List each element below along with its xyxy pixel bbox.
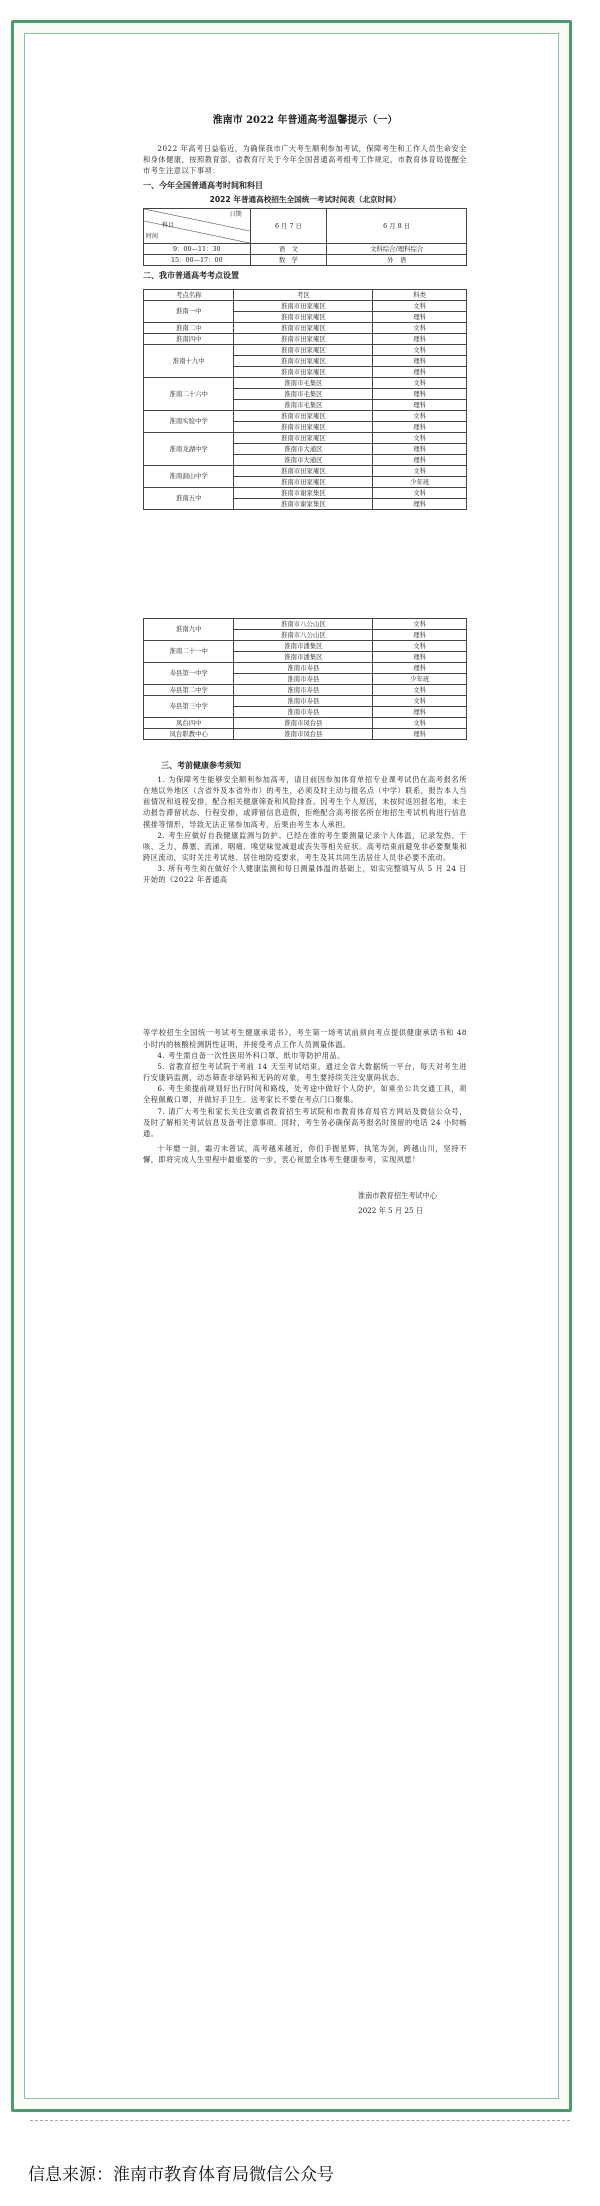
venue-district: 淮南市田家庵区 [234,333,373,344]
venue-district: 淮南市寿县 [234,662,373,673]
health-note-item: 5. 省教育招生考试院于考前 14 天至考试结束，通过全省大数据统一平台，每天对考生进行安康码监测，动态筛查非绿码和无码的对象，考生要持续关注安康码状态。 [143,1061,467,1083]
health-note-item: 7. 请广大考生和家长关注安徽省教育招生考试院和市教育体育局官方网站及微信公众号，及时了解相关考试信息及备考注意事项。同时，考生务必确保高考报名时预留的电话 24 小时畅通。 [143,1106,467,1138]
venue-category: 理科 [373,311,467,322]
venue-row [144,662,467,673]
closing-paragraph: 十年磨一剑，霜刃未曾试，高考越来越近，你们手握星辉，执笔为剑，跨越山川，坚持不懈，即将完成人生里程中最重要的一步，衷心祝愿全体考生健康参考，实现夙愿！ [143,1144,467,1165]
venue-name: 淮南二十一中 [144,640,234,662]
venue-row [144,410,467,421]
venue-name: 寿县第二中学 [144,684,234,695]
venue-name: 淮南实验中学 [144,410,234,432]
venue-name: 淮南洞山中学 [144,465,234,487]
diag-subject-label: 科目 [162,222,175,230]
intro-paragraph: 2022 年高考日益临近，为确保我市广大考生顺利参加考试，保障考生和工作人员生命安全和身体健康，按照教育部、省教育厅关于今年全国普通高考组考工作规定，市教育体育局提醒全市考生注意以下事项： [143,143,467,175]
venues-header-category: 科类 [373,289,467,300]
venue-category: 理科 [373,388,467,399]
schedule-header-corner [144,209,251,244]
schedule-time: 15：00—17：00 [144,255,251,266]
venue-category: 理科 [373,454,467,465]
venue-name: 淮南四中 [144,333,234,344]
venue-category: 文科 [373,487,467,498]
venue-district: 淮南市寿县 [234,706,373,717]
venue-district: 淮南市谢家集区 [234,487,373,498]
venue-name: 凤台四中 [144,717,234,728]
venue-category: 文科 [373,410,467,421]
source-value: 淮南市教育体育局微信公众号 [113,2165,334,2185]
venue-category: 文科 [373,465,467,476]
schedule-table [143,208,467,266]
health-notes-part-2 [143,1050,467,1139]
venue-category: 文科 [373,344,467,355]
venues-header-district: 考区 [234,289,373,300]
page-gap [143,885,467,1027]
venue-row [144,465,467,476]
venue-district: 淮南市毛集区 [234,399,373,410]
diag-date-label: 日期 [229,211,242,219]
venue-row [144,684,467,695]
venue-category: 少年班 [373,673,467,684]
health-note-item: 1. 为保障考生能够安全顺利参加高考，请目前因参加体育单招专业课考试仍在高考报名所在地以外地区（含省外及本省外市）的考生，必须及时主动与报名点（中学）联系，报告本人当前情况和返程安排，配合相关健康筛查和风险排查。因考生个人原因，未按时返回报名地，未主动报告滞留状态、行程安排，或滞留信息造假，拒绝配合高考报名所在地招生考试机构进行信息摸排等情形，导致无法正常参加高考，后果由考生本人承担。 [143,774,467,829]
venue-category: 理科 [373,706,467,717]
venue-category: 文科 [373,322,467,333]
venue-district: 淮南市寿县 [234,695,373,706]
health-note-item: 3. 所有考生须在做好个人健康监测和每日测量体温的基础上，如实完整填写从 5 月 24 日开始的《2022 年普通高 [143,864,467,885]
venue-category: 理科 [373,366,467,377]
venue-category: 理科 [373,651,467,662]
venues-header-name: 考点名称 [144,289,234,300]
venue-category: 文科 [373,717,467,728]
venue-district: 淮南市田家庵区 [234,366,373,377]
venue-district: 淮南市田家庵区 [234,410,373,421]
venue-district: 淮南市毛集区 [234,388,373,399]
venue-name: 淮南九中 [144,618,234,640]
page-title: 淮南市 2022 年普通高考温馨提示（一） [212,115,398,126]
divider [30,2120,570,2121]
health-note-item: 4. 考生需自备一次性医用外科口罩、纸巾等防护用品。 [157,1050,345,1060]
venue-district: 淮南市田家庵区 [234,465,373,476]
venue-name: 淮南五中 [144,487,234,509]
venues-table-part-1 [143,289,467,510]
venue-category: 少年班 [373,476,467,487]
venue-name: 凤台职教中心 [144,728,234,739]
diag-time-label: 时间 [146,233,159,241]
schedule-row [144,255,467,266]
venue-name: 寿县第一中学 [144,662,234,684]
venue-row [144,618,467,629]
venue-category: 理科 [373,333,467,344]
venue-district: 淮南市田家庵区 [234,300,373,311]
venue-district: 淮南市田家庵区 [234,344,373,355]
venue-district: 淮南市寿县 [234,673,373,684]
venues-table-part-2 [143,618,467,740]
venue-category: 文科 [373,695,467,706]
schedule-time: 9：00—11：30 [144,244,251,255]
venue-category: 文科 [373,684,467,695]
venue-category: 文科 [373,640,467,651]
venue-category: 理科 [373,629,467,640]
section-heading-2: 二、我市普通高考考点设置 [143,271,239,281]
signature-date: 2022 年 5 月 25 日 [358,1205,423,1215]
venue-row [144,333,467,344]
venue-row [144,300,467,311]
venue-name: 淮南十九中 [144,344,234,377]
venue-district: 淮南市寿县 [234,684,373,695]
venue-row [144,728,467,739]
venue-category: 理科 [373,498,467,509]
venue-district: 淮南市大通区 [234,443,373,454]
schedule-date-1: 6 月 7 日 [250,209,327,244]
venue-category: 文科 [373,300,467,311]
page-gap [143,510,467,618]
venue-row [144,695,467,706]
venue-row [144,377,467,388]
venue-name: 淮南二十六中 [144,377,234,410]
venue-district: 淮南市八公山区 [234,629,373,640]
schedule-row [144,244,467,255]
venue-district: 淮南市八公山区 [234,618,373,629]
source-label: 信息来源： [28,2165,113,2185]
venue-row [144,344,467,355]
venue-district: 淮南市凤台县 [234,717,373,728]
venue-category: 文科 [373,377,467,388]
venue-category: 理科 [373,662,467,673]
venue-district: 淮南市田家庵区 [234,421,373,432]
schedule-subject: 语 文 [250,244,327,255]
document-body [143,80,467,1218]
health-note-item: 2. 考生应做好自我健康监测与防护。已经在淮的考生要测量记录个人体温，记录发热、干咳、乏力、鼻塞、流涕、咽痛、嗅觉味觉减退或丧失等相关症状。高考结束前避免非必要聚集和跨区流动，实时关注考试地、居住地防疫要求，考生及其共同生活居住人员非必要不流动。 [143,830,467,862]
venue-category: 理科 [373,421,467,432]
venue-district: 淮南市谢家集区 [234,498,373,509]
venue-row [144,717,467,728]
health-note-item: 6. 考生须提前规划好出行时间和路线，处考途中做好个人防护，如乘坐公共交通工具，须全程佩戴口罩，并做好手卫生。送考家长不要在考点门口聚集。 [143,1084,467,1105]
venue-district: 淮南市凤台县 [234,728,373,739]
venue-district: 淮南市田家庵区 [234,476,373,487]
venue-district: 淮南市毛集区 [234,377,373,388]
venue-district: 淮南市田家庵区 [234,355,373,366]
venue-category: 理科 [373,355,467,366]
section-heading-1: 一、今年全国普通高考时间和科目 [143,180,263,190]
venue-name: 淮南二中 [144,322,234,333]
health-note-continuation: 等学校招生全国统一考试考生健康承诺书》，考生第一场考试前须向考点提供健康承诺书和 48 小时内的核酸检测阴性证明，并接受考点工作人员测量体温。 [143,1028,467,1049]
health-notes-part-1 [143,774,467,886]
schedule-subject: 文科综合/理科综合 [327,244,467,255]
section-heading-3: 三、考前健康参考须知 [161,760,241,770]
venue-category: 文科 [373,618,467,629]
schedule-subject: 数 学 [250,255,327,266]
venue-category: 理科 [373,443,467,454]
source-line [28,2160,334,2185]
venue-name: 淮南龙湖中学 [144,432,234,465]
schedule-caption: 2022 年普通高校招生全国统一考试时间表（北京时间） [209,195,401,205]
venue-row [144,322,467,333]
signature: 淮南市教育招生考试中心 [357,1191,437,1201]
venue-row [144,432,467,443]
venue-row [144,640,467,651]
schedule-subject: 外 语 [327,255,467,266]
venue-name: 淮南一中 [144,300,234,322]
venue-district: 淮南市大通区 [234,454,373,465]
venue-category: 文科 [373,432,467,443]
venue-district: 淮南市田家庵区 [234,322,373,333]
venue-category: 理科 [373,399,467,410]
venue-district: 淮南市潘集区 [234,651,373,662]
venue-row [144,487,467,498]
venue-name: 寿县第三中学 [144,695,234,717]
venue-category: 理科 [373,728,467,739]
schedule-date-2: 6 月 8 日 [327,209,467,244]
venue-district: 淮南市田家庵区 [234,311,373,322]
venue-district: 淮南市潘集区 [234,640,373,651]
venue-district: 淮南市田家庵区 [234,432,373,443]
